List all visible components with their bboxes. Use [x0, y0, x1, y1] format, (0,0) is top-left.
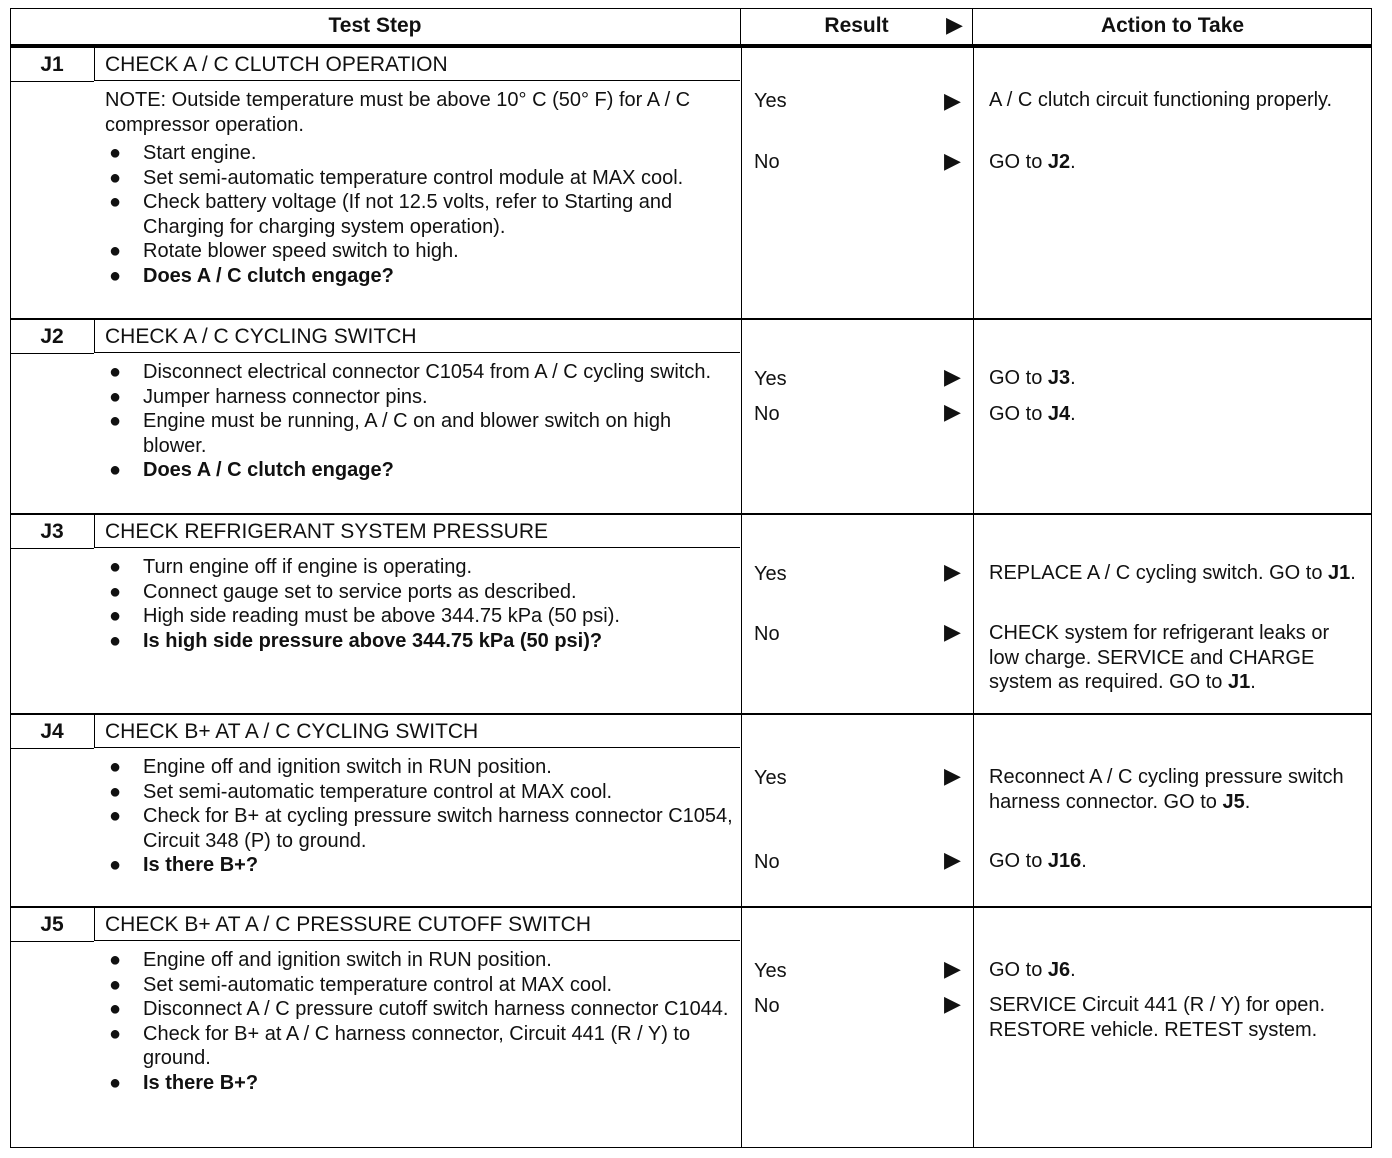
- bullet-icon: ●: [109, 459, 122, 481]
- step-id: J4: [10, 715, 95, 748]
- step-body: [105, 948, 735, 1095]
- list-item: ● Check for B+ at cycling pressure switch harness connector C1054, Circuit 348 (P) to ground.: [109, 805, 733, 852]
- bullet-icon: ●: [109, 756, 122, 778]
- list-item: ● Engine off and ignition switch in RUN position.: [109, 949, 552, 971]
- result-yes: Yes: [754, 368, 787, 390]
- header-arrow-icon: ▶: [946, 12, 963, 37]
- step-id: J3: [10, 515, 95, 548]
- action-yes: GO to J6.: [989, 959, 1076, 981]
- bullet-icon: ●: [109, 361, 122, 383]
- list-item: ● Engine must be running, A / C on and blower switch on high blower.: [109, 410, 672, 457]
- result-no: No: [754, 995, 780, 1017]
- bullet-icon: ●: [109, 385, 122, 408]
- list-item: ● Check battery voltage (If not 12.5 volts, refer to Starting and Charging for charging system operation).: [109, 191, 673, 238]
- bullet-icon: ●: [109, 240, 122, 262]
- step-list: [105, 360, 735, 483]
- bullet-icon: ●: [109, 580, 122, 603]
- bullet-icon: ●: [109, 166, 122, 189]
- result-yes: Yes: [754, 563, 787, 585]
- step-list: [105, 948, 735, 1095]
- list-item: ● Disconnect A / C pressure cutoff switch harness connector C1044.: [109, 998, 729, 1020]
- arrow-icon: ▶: [944, 148, 961, 173]
- bullet-icon: ●: [109, 1071, 122, 1094]
- result-no: No: [754, 851, 780, 873]
- bullet-icon: ●: [109, 629, 122, 652]
- list-item: ● High side reading must be above 344.75 kPa (50 psi).: [109, 605, 620, 627]
- step-title: CHECK A / C CYCLING SWITCH: [95, 320, 740, 353]
- result-no: No: [754, 403, 780, 425]
- table-row: [10, 906, 1372, 1148]
- action-yes: REPLACE A / C cycling switch. GO to J1.: [989, 562, 1356, 584]
- action-no: GO to J16.: [989, 850, 1087, 872]
- bullet-icon: ●: [109, 780, 122, 803]
- action-no: GO to J4.: [989, 403, 1076, 425]
- id-divider: [10, 941, 94, 942]
- bullet-icon: ●: [109, 410, 122, 432]
- step-title: CHECK A / C CLUTCH OPERATION: [95, 48, 740, 81]
- arrow-icon: ▶: [944, 956, 961, 981]
- result-no: No: [754, 623, 780, 645]
- arrow-icon: ▶: [944, 559, 961, 584]
- action-yes: GO to J3.: [989, 367, 1076, 389]
- bullet-icon: ●: [109, 191, 122, 213]
- id-divider: [10, 81, 94, 82]
- table-row: [10, 318, 1372, 513]
- step-list: [105, 555, 735, 653]
- step-title: CHECK REFRIGERANT SYSTEM PRESSURE: [95, 515, 740, 548]
- result-yes: Yes: [754, 90, 787, 112]
- result-no: No: [754, 151, 780, 173]
- action-yes: A / C clutch circuit functioning properly.: [989, 89, 1333, 111]
- header-action: Action to Take: [973, 8, 1372, 46]
- step-body: [105, 555, 735, 653]
- bullet-icon: ●: [109, 998, 122, 1020]
- step-list: [105, 755, 735, 878]
- step-question: ● Is there B+?: [109, 854, 259, 876]
- id-divider: [10, 748, 94, 749]
- action-no: GO to J2.: [989, 151, 1076, 173]
- bullet-icon: ●: [109, 556, 122, 578]
- list-item: ● Disconnect electrical connector C1054 from A / C cycling switch.: [109, 361, 712, 383]
- arrow-icon: ▶: [944, 847, 961, 872]
- step-question: ● Is high side pressure above 344.75 kPa (50 psi)?: [109, 629, 603, 652]
- arrow-icon: ▶: [944, 364, 961, 389]
- step-title: CHECK B+ AT A / C CYCLING SWITCH: [95, 715, 740, 748]
- bullet-icon: ●: [109, 605, 122, 627]
- step-question: ● Does A / C clutch engage?: [109, 264, 394, 287]
- list-item: ● Connect gauge set to service ports as described.: [109, 580, 577, 603]
- step-question: ● Is there B+?: [109, 1071, 259, 1094]
- arrow-icon: ▶: [944, 88, 961, 113]
- list-item: ● Turn engine off if engine is operating.: [109, 556, 473, 578]
- id-divider: [10, 548, 94, 549]
- action-no: CHECK system for refrigerant leaks or low charge. SERVICE and CHARGE system as required. GO to J1.: [989, 622, 1330, 693]
- step-body: [105, 360, 735, 483]
- list-item: ● Set semi-automatic temperature control at MAX cool.: [109, 973, 613, 996]
- action-yes: Reconnect A / C cycling pressure switch harness connector. GO to J5.: [989, 766, 1344, 813]
- arrow-icon: ▶: [944, 763, 961, 788]
- result-yes: Yes: [754, 767, 787, 789]
- header-test-step: Test Step: [10, 8, 741, 46]
- list-item: ● Engine off and ignition switch in RUN position.: [109, 756, 552, 778]
- table-row: [10, 713, 1372, 908]
- bullet-icon: ●: [109, 1022, 122, 1045]
- bullet-icon: ●: [109, 949, 122, 971]
- list-item: ● Jumper harness connector pins.: [109, 385, 428, 408]
- list-item: ● Set semi-automatic temperature control module at MAX cool.: [109, 166, 684, 189]
- step-title: CHECK B+ AT A / C PRESSURE CUTOFF SWITCH: [95, 908, 740, 941]
- bullet-icon: ●: [109, 973, 122, 996]
- bullet-icon: ●: [109, 854, 122, 876]
- step-id: J1: [10, 48, 95, 81]
- bullet-icon: ●: [109, 805, 122, 827]
- diagnostic-table: [10, 8, 1372, 1148]
- step-body: [105, 755, 735, 878]
- step-body: [105, 88, 735, 288]
- arrow-icon: ▶: [944, 991, 961, 1016]
- list-item: ● Set semi-automatic temperature control at MAX cool.: [109, 780, 613, 803]
- table-row: [10, 46, 1372, 320]
- bullet-icon: ●: [109, 142, 122, 164]
- step-note: NOTE: Outside temperature must be above 10° C (50° F) for A / C compressor operation.: [105, 89, 691, 136]
- list-item: ● Rotate blower speed switch to high.: [109, 240, 459, 262]
- arrow-icon: ▶: [944, 619, 961, 644]
- result-yes: Yes: [754, 960, 787, 982]
- step-id: J2: [10, 320, 95, 353]
- table-row: [10, 513, 1372, 715]
- list-item: ● Check for B+ at A / C harness connector, Circuit 441 (R / Y) to ground.: [109, 1022, 691, 1069]
- step-question: ● Does A / C clutch engage?: [109, 459, 394, 481]
- id-divider: [10, 353, 94, 354]
- step-list: [105, 141, 735, 288]
- header-result: Result: [741, 8, 973, 46]
- action-no: SERVICE Circuit 441 (R / Y) for open. RESTORE vehicle. RETEST system.: [989, 994, 1326, 1041]
- list-item: ● Start engine.: [109, 142, 257, 164]
- step-id: J5: [10, 908, 95, 941]
- arrow-icon: ▶: [944, 399, 961, 424]
- bullet-icon: ●: [109, 264, 122, 287]
